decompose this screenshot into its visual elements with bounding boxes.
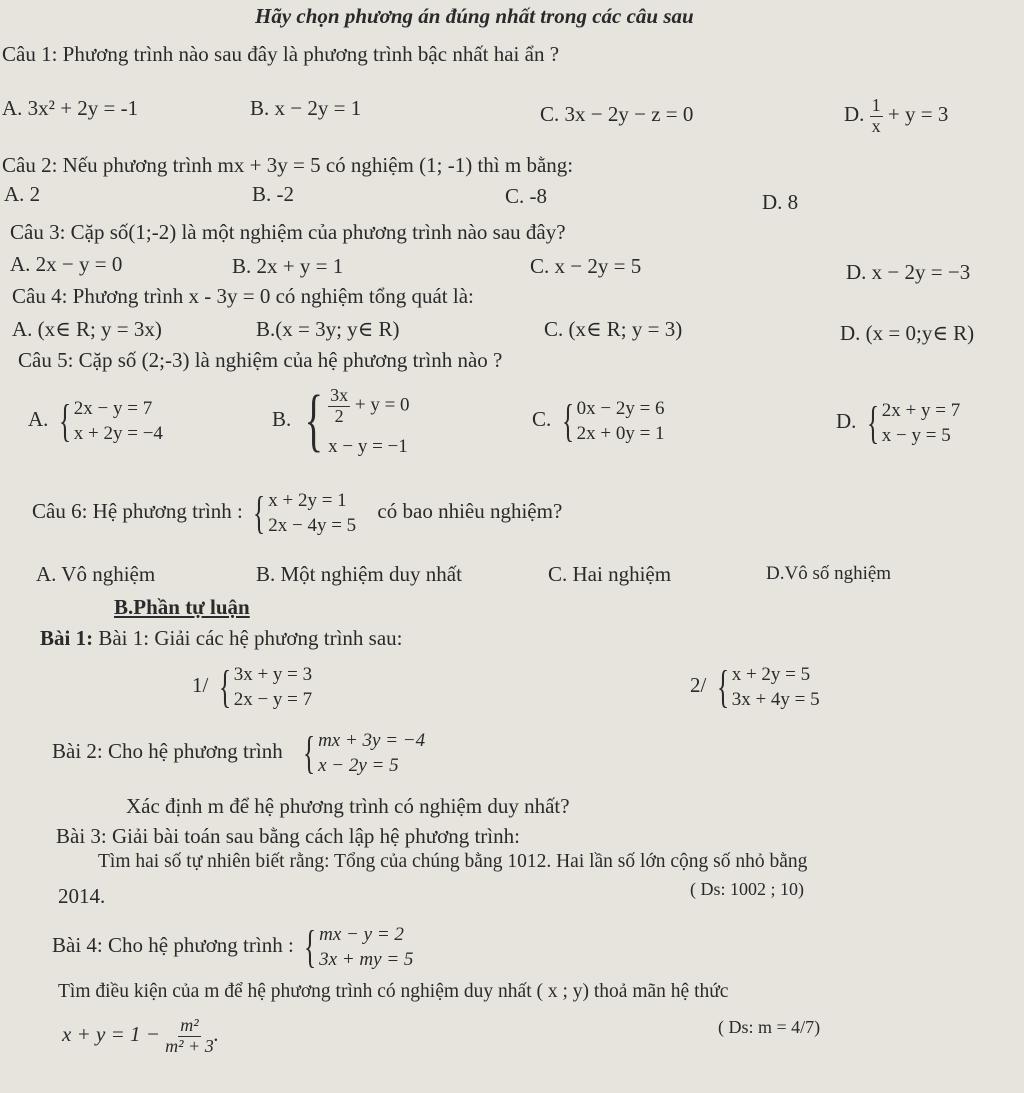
exercise-1-system-1: 1/ { 3x + y = 3 2x − y = 7	[192, 661, 313, 712]
q2-option-c: C. -8	[505, 184, 547, 208]
q1-option-d: D. $\frac{1}{x}$ + y = 3	[844, 95, 949, 136]
q2-option-d: D. 8	[762, 190, 799, 214]
q2-option-a: A. 2	[4, 182, 41, 206]
q4-option-a: A. (x∈ R; y = 3x)	[12, 317, 162, 341]
question-6: Câu 6: Hệ phương trình : { x + 2y = 1 2x − 4y = 5 có bao nhiêu nghiệm?	[32, 487, 563, 538]
question-4: Câu 4: Phương trình x - 3y = 0 có nghiệm tổng quát là:	[12, 284, 474, 308]
q3-option-b: B. 2x + y = 1	[232, 254, 344, 278]
exercise-3-answer: ( Ds: 1002 ; 10)	[690, 879, 804, 899]
q4-option-b: B.(x = 3y; y∈ R)	[256, 317, 400, 341]
question-3: Câu 3: Cặp số(1;-2) là một nghiệm của phương trình nào sau đây?	[10, 220, 566, 244]
q5-option-d: D. { 2x + y = 7 x − y = 5	[836, 397, 961, 448]
exercise-2-question: Xác định m để hệ phương trình có nghiệm duy nhất?	[126, 794, 570, 818]
q4-option-d: D. (x = 0;y∈ R)	[840, 321, 975, 345]
part-b-heading: B.Phần tự luận	[114, 595, 250, 619]
exercise-4: Bài 4: Cho hệ phương trình : { mx − y = 2 3x + my = 5	[52, 921, 414, 972]
exercise-4-answer: ( Ds: m = 4/7)	[718, 1017, 821, 1037]
q3-option-a: A. 2x − y = 0	[10, 252, 123, 276]
question-1: Câu 1: Phương trình nào sau đây là phương trình bậc nhất hai ẩn ?	[2, 42, 560, 66]
exercise-2: Bài 2: Cho hệ phương trình { mx + 3y = −4 x − 2y = 5	[52, 727, 426, 778]
exercise-3-statement: Tìm hai số tự nhiên biết rằng: Tổng của chúng bằng 1012. Hai lần số lớn cộng số nhỏ bằng	[98, 851, 808, 872]
q6-option-c: C. Hai nghiệm	[548, 562, 672, 586]
exercise-4-formula: x + y = 1 − $\frac{\text{m²}}{\text{m² + 3}}$ .	[62, 1015, 219, 1056]
exercise-1-system-2: 2/ { x + 2y = 5 3x + 4y = 5	[690, 661, 820, 712]
exercise-3-end: 2014.	[58, 884, 106, 908]
q4-option-c: C. (x∈ R; y = 3)	[544, 317, 683, 341]
q6-option-a: A. Vô nghiệm	[36, 562, 156, 586]
question-2: Câu 2: Nếu phương trình mx + 3y = 5 có nghiệm (1; -1) thì m bằng:	[2, 153, 574, 177]
q5-option-a: A. { 2x − y = 7 x + 2y = −4	[28, 395, 163, 446]
exercise-4-statement: Tìm điều kiện của m để hệ phương trình có nghiệm duy nhất ( x ; y) thoả mãn hệ thức	[58, 981, 729, 1002]
exercise-3: Bài 3: Giải bài toán sau bằng cách lập hệ phương trình:	[56, 824, 520, 848]
q3-option-d: D. x − 2y = −3	[846, 260, 971, 284]
q1-option-c: C. 3x − 2y − z = 0	[540, 102, 694, 126]
q6-option-d: D.Vô số nghiệm	[766, 563, 892, 584]
q6-option-b: B. Một nghiệm duy nhất	[256, 562, 462, 586]
section-header: Hãy chọn phương án đúng nhất trong các câu sau	[255, 4, 694, 28]
q3-option-c: C. x − 2y = 5	[530, 254, 642, 278]
exercise-1: Bài 1: Bài 1: Giải các hệ phương trình sau:	[40, 626, 403, 650]
q1-option-b: B. x − 2y = 1	[250, 96, 362, 120]
q5-option-b: B. { $\frac{3x}{2}$ + y = 0 x − y = −1	[272, 382, 410, 459]
q2-option-b: B. -2	[252, 182, 294, 206]
q5-option-c: C. { 0x − 2y = 6 2x + 0y = 1	[532, 395, 665, 446]
question-5: Câu 5: Cặp số (2;-3) là nghiệm của hệ phương trình nào ?	[18, 348, 503, 372]
q1-option-a: A. 3x² + 2y = -1	[2, 96, 139, 120]
